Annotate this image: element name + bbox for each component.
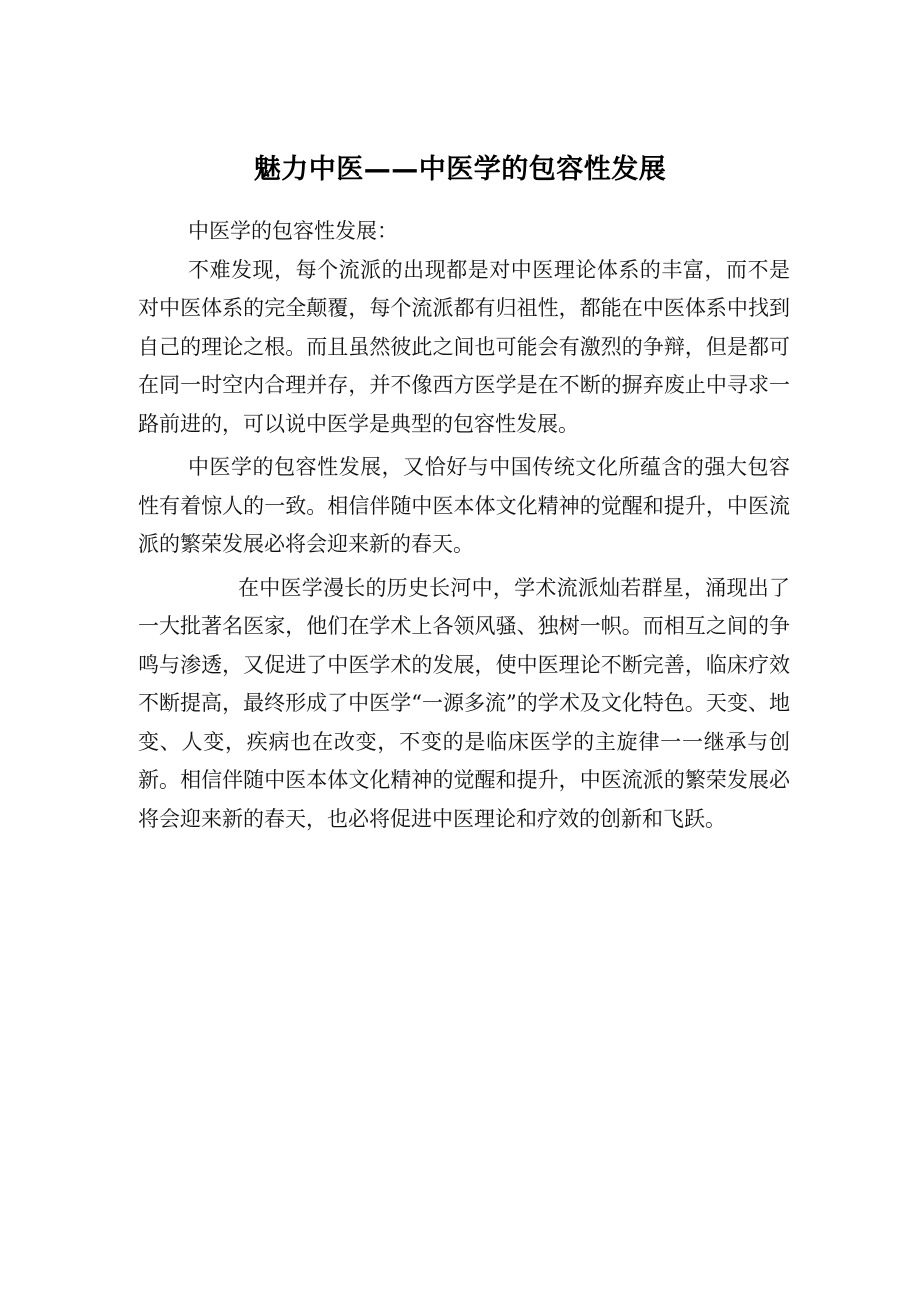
document-body — [138, 212, 790, 838]
paragraph: 中医学的包容性发展，又恰好与中国传统文化所蕴含的强大包容性有着惊人的一致。相信伴随中医本体文化精神的觉醒和提升，中医流派的繁荣发展必将会迎来新的春天。 — [138, 455, 790, 556]
document-title: 魅力中医——中医学的包容性发展 — [253, 154, 667, 185]
paragraph-heading: 中医学的包容性发展： — [188, 219, 398, 243]
paragraph: 不难发现，每个流派的出现都是对中医理论体系的丰富，而不是对中医体系的完全颠覆，每个流派都有归祖性，都能在中医体系中找到自己的理论之根。而且虽然彼此之间也可能会有激烈的争辩，但是都可在同一时空内合理并存，并不像西方医学是在不断的摒弃废止中寻求一路前进的，可以说中医学是典型的包容性发展。 — [138, 257, 790, 436]
paragraph: 在中医学漫长的历史长河中，学术流派灿若群星，涌现出了一大批著名医家，他们在学术上各领风骚、独树一帜。而相互之间的争鸣与渗透，又促进了中医学术的发展，使中医理论不断完善，临床疗效不断提高，最终形成了中医学“一源多流”的学术及文化特色。天变、地变、人变，疾病也在改变，不变的是临床医学的主旋律一一继承与创新。相信伴随中医本体文化精神的觉醒和提升，中医流派的繁荣发展必将会迎来新的春天，也必将促进中医理论和疗效的创新和飞跃。 — [138, 575, 790, 831]
